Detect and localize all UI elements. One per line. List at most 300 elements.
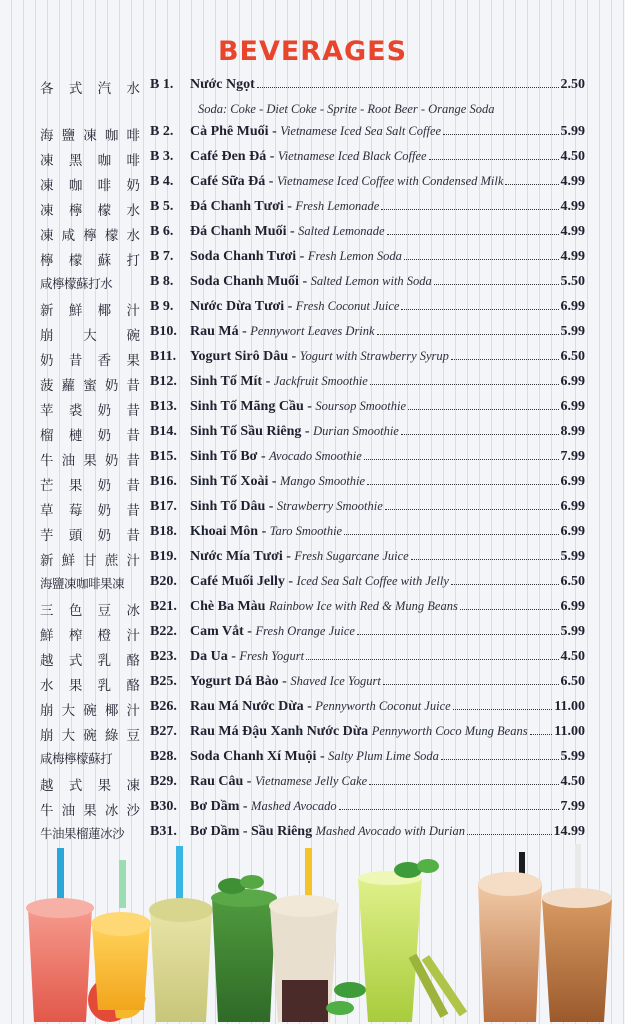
chinese-name (40, 77, 140, 97)
name-separator: - (238, 324, 251, 339)
chinese-char: 奶 (126, 178, 140, 194)
chinese-char: 蘇 (76, 276, 89, 291)
english-name: Fresh Orange Juice (255, 624, 355, 638)
chinese-char: 蔗 (104, 553, 119, 569)
name-separator: - (298, 274, 311, 289)
dot-leader (401, 434, 559, 435)
dot-leader (370, 384, 559, 385)
chinese-char: 昔 (126, 453, 140, 469)
vietnamese-name: Sinh Tố Dâu (190, 499, 266, 514)
item-description (190, 699, 585, 715)
chinese-char: 昔 (68, 353, 83, 369)
chinese-char: 芋 (40, 528, 54, 544)
english-name: Pennyworth Coconut Juice (315, 699, 451, 713)
chinese-char: 水 (40, 678, 54, 694)
english-name: Mashed Avocado (251, 799, 337, 813)
name-separator: - (227, 649, 240, 664)
chinese-name (40, 124, 140, 144)
chinese-char: 檬 (104, 228, 119, 244)
chinese-char: 梅 (52, 751, 65, 766)
dot-leader (385, 509, 559, 510)
item-price: 6.99 (560, 499, 585, 514)
item-code: B 9. (150, 299, 174, 314)
chinese-char: 咖 (68, 178, 83, 194)
menu-item-b30 (0, 796, 625, 821)
item-code: B31. (150, 824, 177, 839)
menu-title: BEVERAGES (217, 36, 408, 67)
item-code: B16. (150, 474, 177, 489)
chinese-char: 三 (40, 603, 54, 619)
item-code: B30. (150, 799, 177, 814)
vietnamese-name: Đá Chanh Tươi (190, 199, 284, 214)
english-name: Avocado Smoothie (269, 449, 362, 463)
chinese-char: 大 (61, 728, 76, 744)
item-description (190, 599, 585, 615)
item-description (190, 749, 585, 765)
item-code: B10. (150, 324, 177, 339)
menu-item-b19 (0, 546, 625, 571)
name-separator: - (262, 374, 274, 389)
english-name: Soursop Smoothie (315, 399, 407, 413)
chinese-char: 蓮 (88, 826, 101, 841)
chinese-char: 沙 (126, 803, 140, 819)
english-name: Vietnamese Jelly Cake (254, 774, 368, 788)
item-code: B 4. (150, 174, 174, 189)
item-code: B 1. (150, 77, 174, 92)
name-separator: - (266, 149, 278, 164)
item-price: 6.50 (560, 574, 585, 589)
item-price: 4.50 (560, 774, 585, 789)
chinese-char: 昔 (126, 528, 140, 544)
item-price: 7.99 (560, 449, 585, 464)
item-price: 4.99 (560, 249, 585, 264)
chinese-name (40, 399, 140, 419)
chinese-name (40, 449, 140, 469)
dot-leader (441, 759, 559, 760)
chinese-name (40, 624, 140, 644)
dot-leader (434, 284, 559, 285)
soda-options-row (0, 99, 625, 121)
item-price: 6.99 (560, 474, 585, 489)
chinese-char: 冰 (100, 826, 113, 841)
item-description (190, 349, 585, 365)
name-separator: - (316, 749, 329, 764)
dot-leader (401, 309, 558, 310)
chinese-char: 酪 (126, 653, 140, 669)
chinese-char: 果 (126, 353, 140, 369)
item-code: B26. (150, 699, 177, 714)
chinese-char: 奶 (104, 378, 119, 394)
chinese-char: 各 (40, 81, 54, 97)
chinese-char: 鮮 (40, 628, 54, 644)
chinese-char: 水 (100, 276, 113, 291)
english-name: Vietnamese Iced Sea Salt Coffee (280, 124, 442, 138)
menu-item-b28 (0, 746, 625, 771)
item-code: B 7. (150, 249, 174, 264)
item-description (190, 199, 585, 215)
item-description (190, 274, 585, 290)
menu-item-b8 (0, 271, 625, 296)
chinese-char: 奶 (97, 403, 112, 419)
item-code: B 2. (150, 124, 174, 139)
name-separator: - (303, 399, 316, 414)
item-description (190, 124, 585, 140)
item-price: 6.99 (560, 524, 585, 539)
chinese-char: 昔 (126, 378, 140, 394)
item-code: B14. (150, 424, 177, 439)
chinese-char: 牛 (40, 803, 54, 819)
item-description (190, 774, 585, 790)
chinese-char: 奶 (40, 353, 54, 369)
chinese-char: 水 (126, 203, 140, 219)
menu-item-b6 (0, 221, 625, 246)
dot-leader (451, 359, 559, 360)
item-price: 4.50 (560, 649, 585, 664)
chinese-char: 冰 (104, 803, 119, 819)
chinese-char: 牛 (40, 453, 54, 469)
item-code: B27. (150, 724, 177, 739)
chinese-char: 甘 (83, 553, 97, 569)
chinese-name (40, 424, 140, 444)
item-description (190, 449, 585, 465)
chinese-char: 凍 (112, 576, 125, 591)
vietnamese-name: Bơ Dầm (190, 799, 240, 814)
chinese-char: 凍 (83, 128, 97, 144)
chinese-name (40, 174, 140, 194)
chinese-name (40, 649, 140, 669)
chinese-char: 檬 (68, 253, 83, 269)
chinese-char: 大 (61, 703, 76, 719)
english-name: Salted Lemonade (298, 224, 385, 238)
chinese-char: 越 (40, 778, 54, 794)
menu-item-b14 (0, 421, 625, 446)
vietnamese-name: Yogurt Dá Bào (190, 674, 279, 689)
item-description (190, 524, 585, 540)
english-name: Vietnamese Iced Coffee with Condensed Milk (276, 174, 504, 188)
chinese-char: 苹 (40, 403, 54, 419)
item-price: 7.99 (560, 799, 585, 814)
item-price: 6.99 (560, 399, 585, 414)
vietnamese-name: Nước Ngọt (190, 77, 255, 92)
english-name: Fresh Yogurt (239, 649, 305, 663)
item-description (190, 474, 585, 490)
menu-item-b9 (0, 296, 625, 321)
name-separator: - (265, 174, 277, 189)
english-name: Strawberry Smoothie (276, 499, 383, 513)
chinese-char: 鮮 (61, 553, 76, 569)
menu-item-b22 (0, 621, 625, 646)
chinese-char: 水 (126, 81, 140, 97)
chinese-char: 橙 (97, 628, 112, 644)
chinese-char: 越 (40, 653, 54, 669)
chinese-char: 凍 (40, 153, 54, 169)
chinese-char: 新 (40, 553, 54, 569)
chinese-char: 乳 (97, 678, 112, 694)
menu-item-b20 (0, 571, 625, 596)
menu-item-b16 (0, 471, 625, 496)
chinese-name (40, 549, 140, 569)
name-separator: - (239, 799, 252, 814)
chinese-name (40, 774, 140, 794)
item-code: B29. (150, 774, 177, 789)
chinese-char: 豆 (126, 728, 140, 744)
english-name: Iced Sea Salt Coffee with Jelly (296, 574, 449, 588)
chinese-name (40, 724, 140, 744)
name-separator: - (265, 499, 277, 514)
chinese-char: 咸 (61, 228, 76, 244)
vietnamese-name: Cam Vắt (190, 624, 244, 639)
english-name: Durian Smoothie (313, 424, 399, 438)
english-name: Vietnamese Iced Black Coffee (277, 149, 427, 163)
chinese-char: 檬 (97, 203, 112, 219)
chinese-name (40, 574, 140, 592)
vietnamese-name: Sinh Tố Mít (190, 374, 263, 389)
chinese-char: 凍 (40, 228, 54, 244)
menu-item-b2 (0, 121, 625, 146)
chinese-char: 牛 (40, 826, 53, 841)
english-name: Yogurt with Strawberry Syrup (299, 349, 449, 363)
item-price: 6.99 (560, 599, 585, 614)
item-code: B12. (150, 374, 177, 389)
chinese-char: 崩 (40, 703, 54, 719)
dot-leader (451, 584, 559, 585)
dot-leader (453, 709, 553, 710)
vietnamese-name: Café Sữa Đá (190, 174, 266, 189)
dot-leader (367, 484, 558, 485)
chinese-char: 油 (61, 453, 76, 469)
menu-item-b5 (0, 196, 625, 221)
item-code: B23. (150, 649, 177, 664)
english-name: Jackfruit Smoothie (273, 374, 368, 388)
chinese-name (40, 299, 140, 319)
name-separator: - (268, 474, 281, 489)
item-description (190, 624, 585, 640)
menu-item-b26 (0, 696, 625, 721)
chinese-char: 鹽 (52, 576, 65, 591)
name-separator: - (268, 124, 281, 139)
chinese-char: 凍 (126, 778, 140, 794)
chinese-char: 果 (68, 478, 83, 494)
menu-item-b11 (0, 346, 625, 371)
english-name: Fresh Coconut Juice (295, 299, 400, 313)
item-description (190, 674, 585, 690)
chinese-char: 檬 (76, 751, 89, 766)
chinese-char: 打 (126, 253, 140, 269)
chinese-char: 啡 (97, 178, 112, 194)
chinese-name (40, 699, 140, 719)
chinese-name (40, 324, 140, 344)
english-name: Shaved Ice Yogurt (290, 674, 381, 688)
menu-item-b21 (0, 596, 625, 621)
dot-leader (505, 184, 558, 185)
menu-item-b3 (0, 146, 625, 171)
dot-leader (408, 409, 558, 410)
item-code: B28. (150, 749, 177, 764)
chinese-char: 大 (83, 328, 97, 344)
item-description (190, 824, 585, 840)
dot-leader (383, 684, 559, 685)
vietnamese-name: Sinh Tố Xoài (190, 474, 269, 489)
item-description (190, 299, 585, 315)
chinese-char: 咸 (40, 276, 53, 291)
chinese-char: 檸 (52, 276, 65, 291)
item-price: 5.99 (560, 549, 585, 564)
chinese-char: 果 (83, 453, 97, 469)
menu-item-b4 (0, 171, 625, 196)
dot-leader (467, 834, 551, 835)
item-price: 11.00 (554, 724, 585, 739)
dot-leader (357, 634, 559, 635)
name-separator: - (284, 299, 296, 314)
item-price: 6.99 (560, 374, 585, 389)
chinese-char: 榨 (68, 628, 83, 644)
vietnamese-name: Yogurt Sirô Dâu (190, 349, 289, 364)
item-price: 6.99 (560, 299, 585, 314)
vietnamese-name: Soda Chanh Xí Muội (190, 749, 317, 764)
english-name: Pennywort Leaves Drink (250, 324, 375, 338)
chinese-char: 啡 (126, 153, 140, 169)
name-separator: - (286, 224, 299, 239)
item-price: 5.50 (560, 274, 585, 289)
menu-item-b17 (0, 496, 625, 521)
chinese-char: 汁 (126, 628, 140, 644)
chinese-char: 崩 (40, 328, 54, 344)
chinese-name (40, 499, 140, 519)
item-price: 11.00 (554, 699, 585, 714)
item-description (190, 224, 585, 240)
chinese-char: 式 (68, 653, 83, 669)
beverage-list (0, 74, 625, 846)
vietnamese-name: Sinh Tố Bơ (190, 449, 258, 464)
menu-item-b29 (0, 771, 625, 796)
vietnamese-name: Rau Má (190, 324, 239, 339)
item-code: B20. (150, 574, 177, 589)
chinese-char: 咖 (76, 576, 89, 591)
dot-leader (381, 209, 558, 210)
vietnamese-name: Sinh Tố Sầu Riêng (190, 424, 302, 439)
english-name: Fresh Lemonade (295, 199, 380, 213)
item-code: B22. (150, 624, 177, 639)
chinese-name (40, 149, 140, 169)
name-separator: - (296, 249, 308, 264)
chinese-char: 香 (97, 353, 112, 369)
english-name: Fresh Sugarcane Juice (294, 549, 409, 563)
chinese-char: 榴 (40, 428, 54, 444)
item-code: B13. (150, 399, 177, 414)
item-description (190, 499, 585, 515)
drinks-illustration (0, 840, 625, 1024)
item-price: 4.99 (560, 199, 585, 214)
item-code: B 8. (150, 274, 174, 289)
name-separator: - (288, 349, 300, 364)
english-name: Mango Smoothie (280, 474, 366, 488)
chinese-char: 檬 (64, 276, 77, 291)
chinese-char: 果 (97, 778, 112, 794)
chinese-char: 乳 (97, 653, 112, 669)
chinese-char: 凍 (40, 203, 54, 219)
chinese-char: 沙 (112, 826, 125, 841)
menu-item-b25 (0, 671, 625, 696)
chinese-char: 昔 (126, 403, 140, 419)
chinese-char: 頭 (68, 528, 83, 544)
item-description (190, 574, 585, 590)
menu-item-b27 (0, 721, 625, 746)
menu-item-b12 (0, 371, 625, 396)
vietnamese-name: Chè Ba Màu (190, 599, 266, 614)
chinese-name (40, 474, 140, 494)
item-price: 6.50 (560, 349, 585, 364)
chinese-char: 椰 (104, 703, 119, 719)
dot-leader (411, 559, 559, 560)
item-description (190, 374, 585, 390)
english-name: Salty Plum Lime Soda (328, 749, 439, 763)
vietnamese-name: Sinh Tố Mãng Cầu (190, 399, 304, 414)
dot-leader (257, 87, 559, 88)
item-price: 5.99 (560, 324, 585, 339)
chinese-char: 蘇 (97, 253, 112, 269)
english-name: Fresh Lemon Soda (307, 249, 402, 263)
chinese-char: 椰 (97, 303, 112, 319)
chinese-char: 檸 (64, 751, 77, 766)
chinese-name (40, 749, 140, 767)
chinese-char: 奶 (97, 428, 112, 444)
chinese-char: 汁 (126, 303, 140, 319)
chinese-char: 凍 (64, 576, 77, 591)
chinese-name (40, 524, 140, 544)
chinese-char: 碗 (83, 703, 97, 719)
chinese-char: 莓 (68, 503, 83, 519)
chinese-char: 汽 (97, 81, 112, 97)
menu-item-b7 (0, 246, 625, 271)
item-price: 6.50 (560, 674, 585, 689)
name-separator: - (282, 549, 295, 564)
chinese-char: 蘇 (88, 751, 101, 766)
item-code: B25. (150, 674, 177, 689)
chinese-char: 檸 (68, 203, 83, 219)
chinese-char: 水 (126, 228, 140, 244)
item-description (190, 549, 585, 565)
chinese-name (40, 199, 140, 219)
item-description (190, 399, 585, 415)
english-name: Pennyworth Coco Mung Beans (371, 724, 528, 738)
chinese-char: 奶 (97, 528, 112, 544)
item-description (190, 174, 585, 190)
menu-item-b18 (0, 521, 625, 546)
chinese-char: 豆 (97, 603, 112, 619)
chinese-char: 咖 (97, 153, 112, 169)
english-name: Salted Lemon with Soda (310, 274, 432, 288)
menu-item-b1 (0, 74, 625, 99)
chinese-char: 昔 (126, 503, 140, 519)
chinese-char: 打 (88, 276, 101, 291)
item-code: B 5. (150, 199, 174, 214)
chinese-char: 咖 (104, 128, 119, 144)
name-separator: - (301, 424, 314, 439)
vietnamese-name: Đá Chanh Muối (190, 224, 287, 239)
chinese-char: 崩 (40, 728, 54, 744)
item-description (190, 77, 585, 93)
vietnamese-name: Soda Chanh Muối (190, 274, 299, 289)
chinese-char: 昔 (126, 428, 140, 444)
menu-item-b13 (0, 396, 625, 421)
chinese-char: 果 (64, 826, 77, 841)
name-separator: - (283, 199, 296, 214)
name-separator: - (243, 774, 255, 789)
dot-leader (344, 534, 558, 535)
chinese-char: 裘 (68, 403, 83, 419)
chinese-char: 果 (83, 803, 97, 819)
chinese-char: 汁 (126, 553, 140, 569)
